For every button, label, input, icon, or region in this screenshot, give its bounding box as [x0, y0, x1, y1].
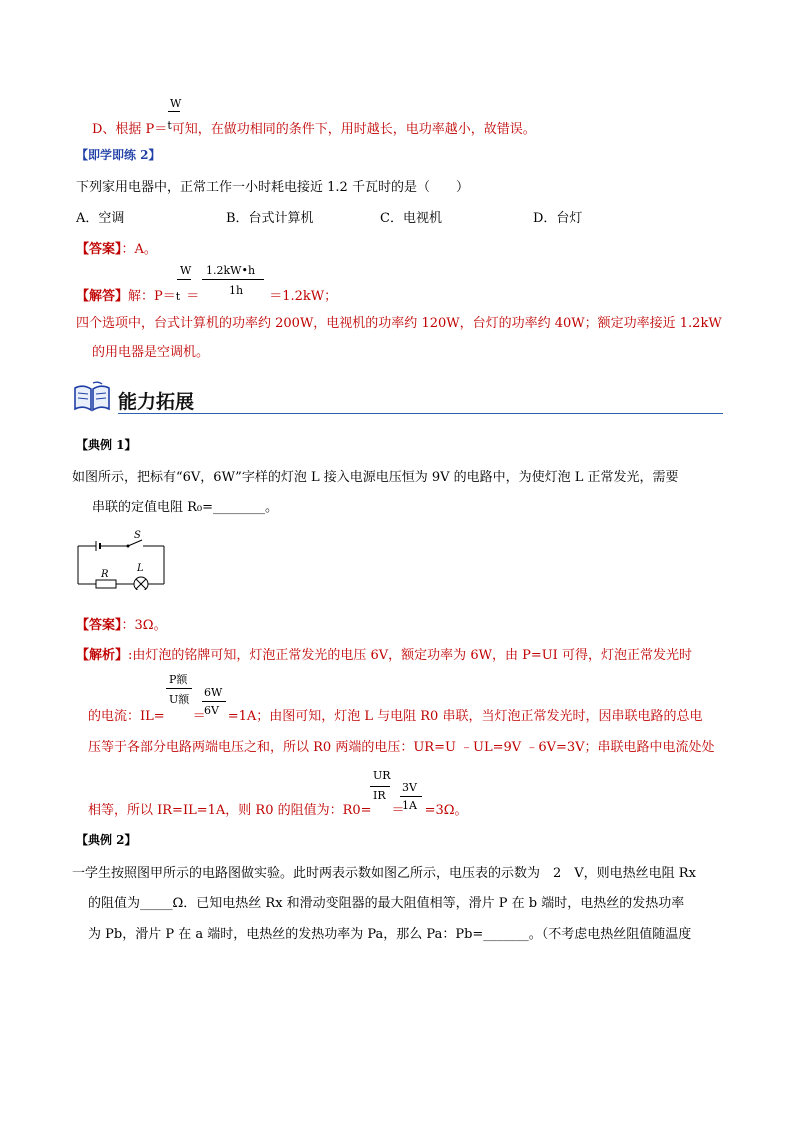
option-d-text [92, 118, 536, 137]
analysis-line-3: 压等于各部分电路两端电压之和，所以 R0 两端的电压：UR=U ﹣UL=9V ﹣6V=3V；串联电路中电流处处 [88, 740, 715, 755]
section-rule [118, 413, 723, 414]
equals-sign: ＝ [186, 289, 200, 304]
fraction-bar [202, 279, 264, 280]
answer-value: ：A。 [121, 242, 157, 257]
fraction-denominator: t [167, 119, 172, 132]
example-1-tag: 【典例 1】 [76, 438, 137, 452]
switch-label: S [134, 530, 141, 541]
example-2-line-1: 一学生按照图甲所示的电路图做实验。此时两表示数如图乙所示，电压表的示数为 2 V，则电热丝电阻 Rx [72, 866, 696, 881]
option-c: C．电视机 [380, 211, 442, 226]
answer-line [76, 238, 157, 257]
fraction-numerator: W [170, 97, 182, 110]
example-2-tag: 【典例 2】 [76, 833, 137, 847]
section-title: 能力拓展 [118, 391, 195, 413]
solution-prefix: 解：P＝ [128, 289, 176, 304]
answer-value: ：3Ω。 [121, 618, 167, 633]
equals-sign: ＝ [391, 803, 405, 818]
fraction-bar [400, 796, 422, 797]
analysis-line-4 [88, 799, 468, 818]
equals-sign: ＝ [192, 709, 206, 724]
fraction-numerator: P额 [169, 673, 188, 686]
analysis-text: :由灯泡的铭牌可知，灯泡正常发光的电压 6V，额定功率为 6W，由 P=UI 可得，灯泡正常发光时 [128, 648, 692, 663]
fraction-numerator: 3V [402, 781, 417, 794]
fraction-bar [168, 111, 180, 112]
current-suffix: =1A；由图可知，灯泡 L 与电阻 R0 串联，当灯泡正常发光时，因串联电路的总电 [227, 709, 703, 724]
example-2-line-3: 为 Pb，滑片 P 在 a 端时，电热丝的发热功率为 Pa，那么 Pa：Pb=_______。（不考虑电热丝阻值随温度 [88, 927, 692, 942]
fraction-denominator: IR [373, 789, 386, 802]
fraction-denominator: 6V [204, 704, 219, 717]
option-a: A．空调 [76, 211, 125, 226]
fraction-denominator: U额 [169, 693, 190, 706]
solution-suffix: ＝1.2kW； [269, 289, 338, 304]
question-text: 下列家用电器中，正常工作一小时耗电接近 1.2 千瓦时的是（ ） [76, 180, 469, 195]
resistance-prefix: 相等，所以 IR=IL=1A，则 R0 的阻值为：R0= [88, 803, 372, 818]
explain-line-2: 的用电器是空调机。 [92, 345, 210, 360]
fraction-denominator: 1A [402, 799, 417, 812]
lamp-label: L [137, 563, 144, 574]
explain-line-1: 四个选项中，台式计算机的功率约 200W，电视机的功率约 120W，台灯的功率约 40W；额定功率接近 1.2kW [76, 316, 722, 331]
option-d-prefix: D、根据 P＝ [92, 122, 168, 137]
analysis-tag: 【解析】 [76, 648, 129, 663]
example-2-line-2: 的阻值为_____Ω．已知电热丝 Rx 和滑动变阻器的最大阻值相等，滑片 P 在 b 端时，电热丝的发热功率 [88, 896, 685, 911]
solution-tag: 【解答】 [76, 289, 129, 304]
practice-tag: 【即学即练 2】 [76, 148, 161, 162]
option-b: B．台式计算机 [226, 211, 314, 226]
option-d-suffix: 可知，在做功相同的条件下，用时越长，电功率越小，故错误。 [171, 122, 536, 137]
fraction-denominator: t [175, 290, 181, 303]
fraction-numerator: W [180, 264, 192, 277]
example-1-line-2: 串联的定值电阻 R₀=________。 [92, 500, 279, 515]
fraction-bar [177, 279, 191, 280]
example-1-answer [76, 614, 167, 633]
analysis-line-1 [76, 644, 692, 663]
resistor-label: R [101, 569, 109, 580]
fraction-bar [370, 786, 390, 787]
fraction-bar [202, 701, 226, 702]
resistance-suffix: =3Ω。 [424, 803, 468, 818]
analysis-line-2 [88, 705, 702, 724]
fraction-numerator: UR [373, 769, 391, 782]
fraction-numerator: 1.2kW•h [206, 264, 256, 277]
current-prefix: 的电流：IL= [88, 709, 165, 724]
option-d: D．台灯 [533, 211, 583, 226]
circuit-diagram [72, 528, 172, 590]
fraction-denominator: 1h [229, 284, 244, 297]
solution-line [76, 285, 337, 304]
book-icon [72, 380, 112, 414]
example-1-line-1: 如图所示，把标有“6V，6W”字样的灯泡 L 接入电源电压恒为 9V 的电路中，为使灯泡 L 正常发光，需要 [72, 470, 679, 485]
fraction-numerator: 6W [204, 686, 223, 699]
answer-tag: 【答案】 [76, 242, 122, 257]
fraction-bar [166, 688, 192, 689]
answer-tag: 【答案】 [76, 618, 122, 633]
